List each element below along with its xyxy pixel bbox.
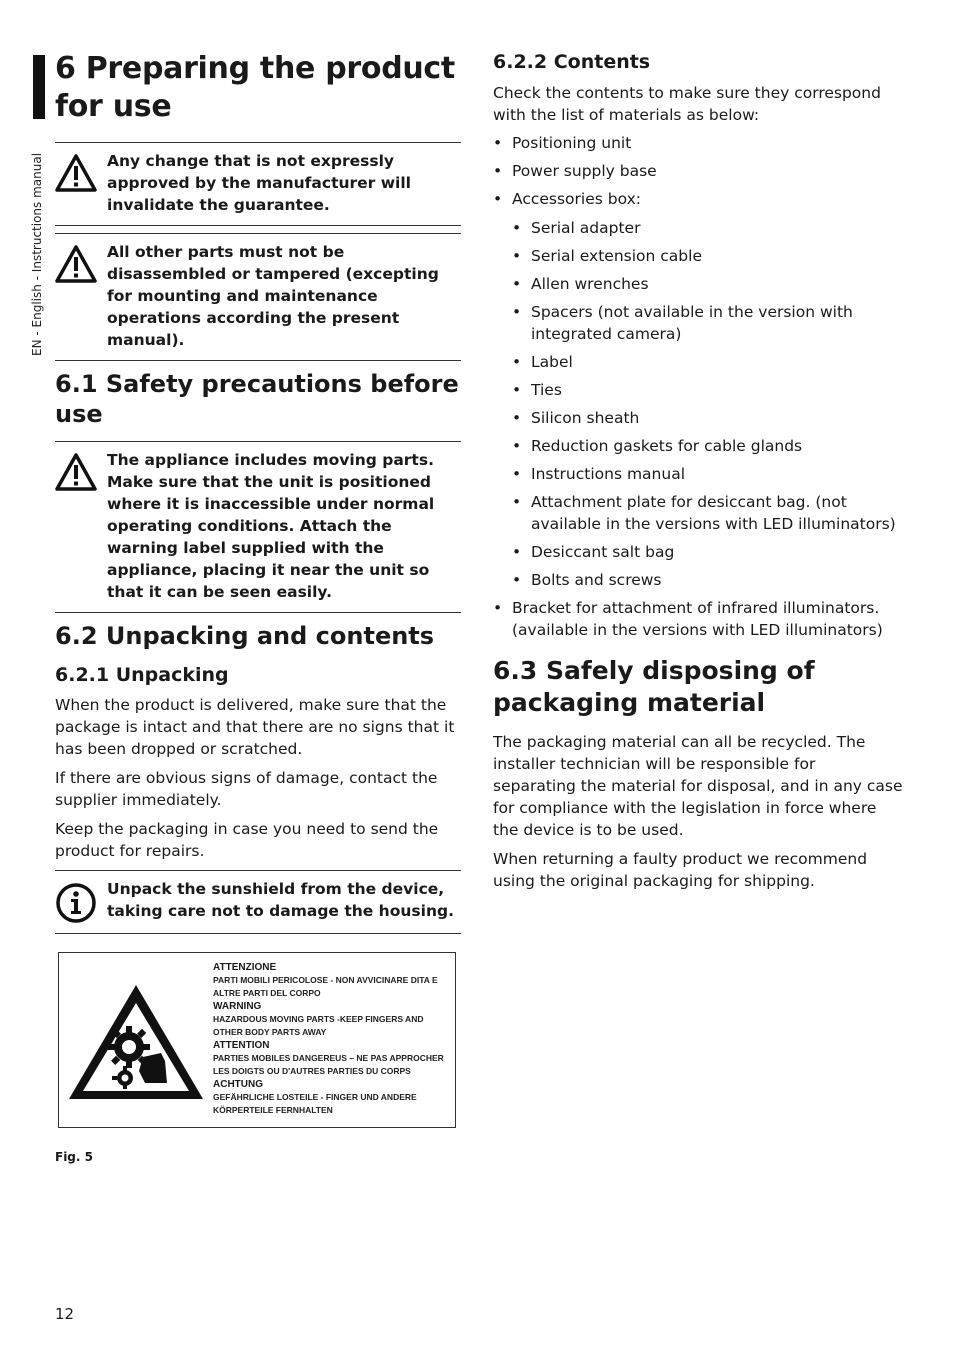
section-6-1-title: 6.1 Safety precautions before use [55,370,459,428]
figure-caption: Fig. 5 [55,1150,93,1164]
list-item: • Serial adapter [512,217,903,239]
warning-label-figure [58,952,456,1128]
chapter-title: 6 Preparing the product for use [55,51,455,124]
warning-text: All other parts must not be disassembled or tampered (excepting for mounting and maintenance operations according the present manual). [107,243,439,349]
warning-label-text [213,961,449,1117]
paragraph: Check the contents to make sure they correspond with the list of materials as below: [493,84,881,124]
subsection-6-2-1-title: 6.2.1 Unpacking [55,664,229,686]
contents-list [493,132,903,210]
list-item: • Instructions manual [512,463,903,485]
warning-icon [55,453,97,491]
list-item: • Attachment plate for desiccant bag. (not available in the versions with LED illuminators) [512,491,903,535]
info-icon [55,882,97,924]
list-item: • Desiccant salt bag [512,541,903,563]
page-number: 12 [55,1305,75,1323]
right-column [493,50,903,892]
contents-list-end [493,597,903,641]
list-item: • Spacers (not available in the version with integrated camera) [512,301,903,345]
list-item: • Bracket for attachment of infrared illuminators. (available in the versions with LED illuminators) [493,597,903,641]
warning-text: Any change that is not expressly approved by the manufacturer will invalidate the guarantee. [107,152,411,214]
warning-notice-2 [55,233,461,361]
subsection-6-2-2-title: 6.2.2 Contents [493,51,651,73]
paragraph: If there are obvious signs of damage, contact the supplier immediately. [55,769,438,809]
info-text: Unpack the sunshield from the device, taking care not to damage the housing. [107,880,454,920]
paragraph: When the product is delivered, make sure that the package is intact and that there are no signs that it has been dropped or scratched. [55,696,455,758]
warning-icon [55,245,97,283]
list-item: • Accessories box: [493,188,903,210]
list-item: • Positioning unit [493,132,903,154]
list-item: • Silicon sheath [512,407,903,429]
chapter-bar [33,55,45,119]
warning-text: The appliance includes moving parts. Make sure that the unit is positioned where it is inaccessible under normal operating conditions. Attach the warning label supplied with the appliance, placing it near the unit so that it can be seen easily. [107,451,435,601]
label-text-it: PARTI MOBILI PERICOLOSE - NON AVVICINARE DITA E ALTRE PARTI DEL CORPO [213,975,438,998]
left-column [55,50,461,1164]
list-item: • Label [512,351,903,373]
list-item: • Ties [512,379,903,401]
label-text-fr: PARTIES MOBILES DANGEREUS – NE PAS APPROCHER LES DOIGTS OU D'AUTRES PARTIES DU CORPS [213,1053,444,1076]
label-heading-en: WARNING [213,1001,262,1012]
paragraph: Keep the packaging in case you need to send the product for repairs. [55,820,439,860]
section-6-2-title: 6.2 Unpacking and contents [55,622,435,650]
section-6-3-title: 6.3 Safely disposing of packaging material [493,656,815,717]
sidebar-label: EN - English - Instructions manual [30,152,44,356]
info-notice [55,870,461,934]
accessories-list [493,217,903,591]
paragraph: When returning a faulty product we recommend using the original packaging for shipping. [493,850,868,890]
label-heading-de: ACHTUNG [213,1079,263,1090]
warning-notice-1 [55,142,461,226]
label-heading-it: ATTENZIONE [213,962,277,973]
moving-parts-hazard-icon [65,981,207,1103]
label-text-en: HAZARDOUS MOVING PARTS -KEEP FINGERS AND OTHER BODY PARTS AWAY [213,1014,424,1037]
warning-icon [55,154,97,192]
list-item: • Reduction gaskets for cable glands [512,435,903,457]
label-heading-fr: ATTENTION [213,1040,270,1051]
label-text-de: GEFÄHRLICHE LOSTEILE - FINGER UND ANDERE KÖRPERTEILE FERNHALTEN [213,1092,417,1115]
warning-notice-3 [55,441,461,613]
list-item: • Bolts and screws [512,569,903,591]
list-item: • Allen wrenches [512,273,903,295]
list-item: • Power supply base [493,160,903,182]
list-item: • Serial extension cable [512,245,903,267]
paragraph: The packaging material can all be recycled. The installer technician will be responsible for separating the material for disposal, and in any case for compliance with the legislation in force where the device is to be used. [493,733,903,839]
